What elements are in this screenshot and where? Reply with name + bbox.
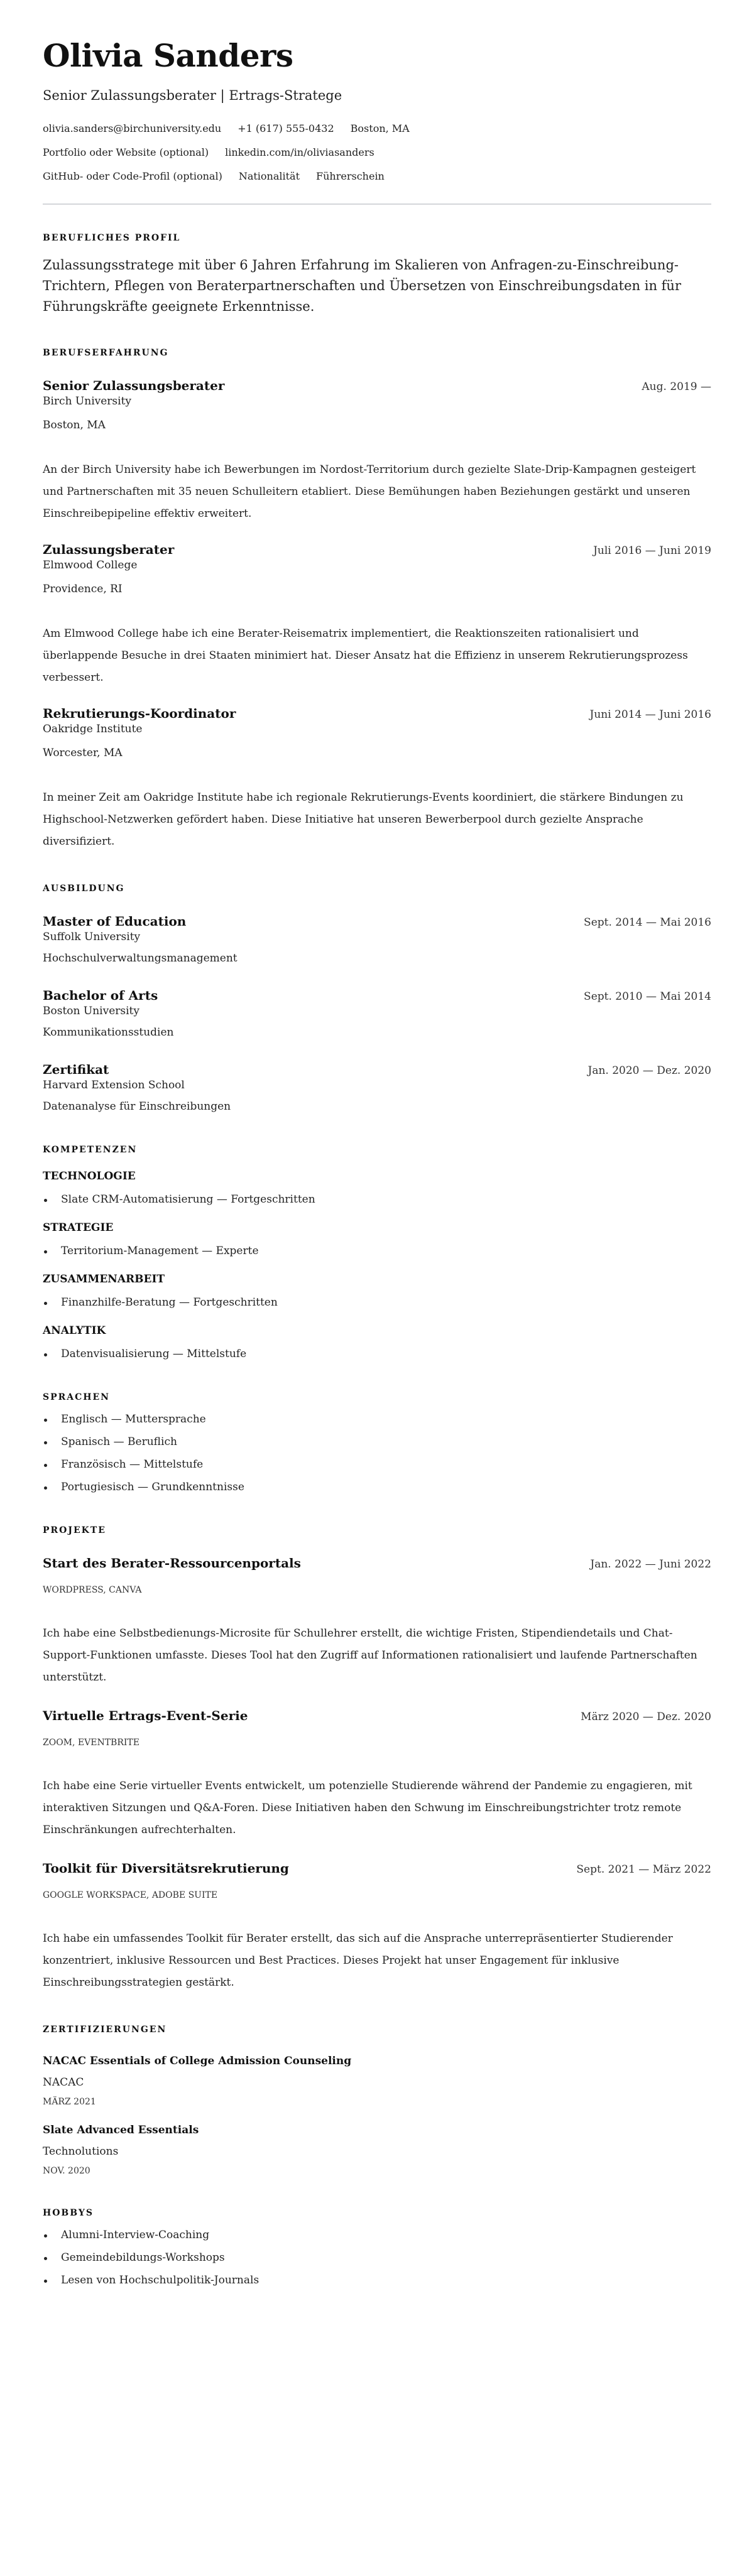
section-title-projects: PROJEKTE — [43, 1525, 106, 1535]
section-education — [43, 883, 711, 1114]
degree-title: Zertifikat — [43, 1062, 109, 1077]
section-projects — [43, 1525, 711, 1994]
project-tech: GOOGLE WORKSPACE, ADOBE SUITE — [43, 1890, 218, 1900]
degree-dates: Jan. 2020 — Dez. 2020 — [587, 1064, 711, 1077]
contact-row-primary — [43, 122, 711, 136]
school-name: Boston University — [43, 1005, 139, 1017]
project-tech: WORDPRESS, CANVA — [43, 1585, 142, 1595]
certification-entry — [43, 2123, 711, 2177]
job-title: Senior Zulassungsberater — [43, 378, 225, 393]
skill-group — [43, 1324, 711, 1361]
section-title-certifications: ZERTIFIZIERUNGEN — [43, 2025, 167, 2035]
section-languages — [43, 1392, 711, 1495]
skill-category: TECHNOLOGIE — [43, 1170, 136, 1182]
job-dates: Juni 2014 — Juni 2016 — [589, 708, 711, 721]
certification-date: MÄRZ 2021 — [43, 2097, 96, 2107]
hobby-item: Alumni-Interview-Coaching — [43, 2227, 711, 2243]
certification-title: NACAC Essentials of College Admission Counseling — [43, 2055, 352, 2067]
job-location: Providence, RI — [43, 583, 123, 595]
skill-item: Slate CRM-Automatisierung — Fortgeschritten — [43, 1192, 711, 1207]
candidate-headline: Senior Zulassungsberater | Ertrags-Stratege — [43, 88, 342, 103]
skill-list — [43, 1295, 711, 1310]
skill-group — [43, 1221, 711, 1258]
project-title: Virtuelle Ertrags-Event-Serie — [43, 1708, 248, 1723]
job-location: Worcester, MA — [43, 747, 123, 759]
experience-entry — [43, 705, 711, 853]
contact-row-links — [43, 146, 711, 160]
contact-email[interactable]: olivia.sanders@birchuniversity.edu — [43, 122, 222, 134]
job-description: In meiner Zeit am Oakridge Institute habe ich regionale Rekrutierungs-Events koordiniert, die stärkere Bindungen zu Highschool-Netzwerken gefördert haben. Diese Initiative hat unseren Bewerberpool durch gezielte Ansprache diversifiziert. — [43, 791, 684, 848]
certification-title: Slate Advanced Essentials — [43, 2124, 199, 2136]
job-employer: Oakridge Institute — [43, 723, 143, 735]
section-title-languages: SPRACHEN — [43, 1392, 110, 1402]
section-skills — [43, 1144, 711, 1361]
skill-item: Datenvisualisierung — Mittelstufe — [43, 1346, 711, 1361]
resume-header — [43, 38, 711, 205]
contact-row-extra — [43, 170, 711, 183]
job-description: An der Birch University habe ich Bewerbungen im Nordost-Territorium durch gezielte Slate-Drip-Kampagnen gesteigert und Partnerschaften mit 35 neuen Schulleitern etabliert. Diese Bemühungen haben Beziehungen gestärkt und unseren Einschreibepipeline effektiv erweitert. — [43, 463, 696, 520]
experience-entry — [43, 377, 711, 525]
hobby-item: Gemeindebildungs-Workshops — [43, 2250, 711, 2265]
section-title-skills: KOMPETENZEN — [43, 1145, 138, 1155]
profile-summary: Zulassungsstratege mit über 6 Jahren Erfahrung im Skalieren von Anfragen-zu-Einschreibung-Trichtern, Pflegen von Beraterpartnerschaften und Übersetzen von Einschreibungsdaten in für Führungskräfte geeignete Erkenntnisse. — [43, 257, 681, 314]
degree-title: Bachelor of Arts — [43, 988, 158, 1003]
project-entry — [43, 1860, 711, 1994]
education-entry — [43, 987, 711, 1040]
project-entry — [43, 1707, 711, 1841]
language-list — [43, 1412, 711, 1495]
header-divider — [43, 203, 711, 205]
contact-portfolio[interactable]: Portfolio oder Website (optional) — [43, 146, 209, 158]
section-title-hobbies: HOBBYS — [43, 2208, 94, 2218]
section-hobbies — [43, 2207, 711, 2288]
project-description: Ich habe eine Serie virtueller Events entwickelt, um potenzielle Studierende während der Pandemie zu engagieren, mit interaktiven Sitzungen und Q&A-Foren. Diese Initiativen haben den Schwung im Einschreibungstrichter trotz remote Einschränkungen aufrechterhalten. — [43, 1780, 692, 1836]
certification-issuer: NACAC — [43, 2076, 84, 2089]
field-of-study: Kommunikationsstudien — [43, 1026, 174, 1039]
contact-phone[interactable]: +1 (617) 555-0432 — [238, 122, 334, 134]
contact-drivers-license: Führerschein — [316, 170, 385, 182]
skill-category: ANALYTIK — [43, 1324, 106, 1337]
job-employer: Birch University — [43, 395, 132, 408]
field-of-study: Hochschulverwaltungsmanagement — [43, 952, 238, 965]
skill-category: ZUSAMMENARBEIT — [43, 1273, 165, 1285]
education-entry — [43, 913, 711, 966]
project-description: Ich habe eine Selbstbedienungs-Microsite für Schullehrer erstellt, die wichtige Fristen, Stipendiendetails und Chat-Support-Funktionen umfasste. Dieses Tool hat den Zugriff auf Informationen rationalisiert und laufende Partnerschaften unterstützt. — [43, 1627, 697, 1684]
degree-dates: Sept. 2010 — Mai 2014 — [584, 990, 711, 1003]
job-dates: Juli 2016 — Juni 2019 — [593, 544, 711, 557]
section-experience — [43, 347, 711, 853]
section-profile — [43, 232, 711, 317]
skill-group — [43, 1169, 711, 1207]
candidate-name: Olivia Sanders — [43, 37, 293, 74]
language-item: Englisch — Muttersprache — [43, 1412, 711, 1427]
job-dates: Aug. 2019 — — [642, 381, 711, 393]
project-entry — [43, 1555, 711, 1689]
skill-list — [43, 1243, 711, 1258]
project-title: Toolkit für Diversitätsrekrutierung — [43, 1861, 289, 1876]
project-dates: Sept. 2021 — März 2022 — [576, 1863, 711, 1876]
contact-location: Boston, MA — [350, 122, 410, 134]
project-description: Ich habe ein umfassendes Toolkit für Berater erstellt, das sich auf die Ansprache unterrepräsentierter Studierender konzentriert, inklusive Ressourcen und Best Practices. Dieses Projekt hat unser Engagement für inklusive Einschreibungsstrategien gestärkt. — [43, 1932, 673, 1989]
school-name: Suffolk University — [43, 931, 141, 943]
job-title: Rekrutierungs-Koordinator — [43, 706, 236, 721]
contact-nationality: Nationalität — [238, 170, 300, 182]
job-location: Boston, MA — [43, 419, 106, 431]
skill-item: Territorium-Management — Experte — [43, 1243, 711, 1258]
certification-issuer: Technolutions — [43, 2145, 119, 2158]
hobby-item: Lesen von Hochschulpolitik-Journals — [43, 2273, 711, 2288]
language-item: Französisch — Mittelstufe — [43, 1457, 711, 1472]
project-dates: März 2020 — Dez. 2020 — [581, 1711, 711, 1723]
section-certifications — [43, 2024, 711, 2177]
section-title-profile: BERUFLICHES PROFIL — [43, 233, 181, 243]
skill-list — [43, 1346, 711, 1361]
contact-linkedin[interactable]: linkedin.com/in/oliviasanders — [225, 146, 374, 158]
project-title: Start des Berater-Ressourcenportals — [43, 1556, 301, 1571]
certification-date: NOV. 2020 — [43, 2166, 90, 2176]
skill-list — [43, 1192, 711, 1207]
experience-entry — [43, 541, 711, 689]
project-dates: Jan. 2022 — Juni 2022 — [590, 1558, 711, 1571]
hobby-list — [43, 2227, 711, 2288]
job-employer: Elmwood College — [43, 559, 138, 571]
skill-category: STRATEGIE — [43, 1221, 114, 1234]
education-entry — [43, 1061, 711, 1114]
contact-github[interactable]: GitHub- oder Code-Profil (optional) — [43, 170, 222, 182]
section-title-experience: BERUFSERFAHRUNG — [43, 348, 169, 358]
language-item: Portugiesisch — Grundkenntnisse — [43, 1480, 711, 1495]
school-name: Harvard Extension School — [43, 1079, 185, 1091]
degree-title: Master of Education — [43, 914, 187, 929]
field-of-study: Datenanalyse für Einschreibungen — [43, 1100, 231, 1113]
certification-entry — [43, 2054, 711, 2108]
skill-group — [43, 1272, 711, 1310]
language-item: Spanisch — Beruflich — [43, 1434, 711, 1449]
section-title-education: AUSBILDUNG — [43, 884, 125, 894]
job-description: Am Elmwood College habe ich eine Berater-Reisematrix implementiert, die Reaktionszeiten rationalisiert und überlappende Besuche in drei Staaten minimiert hat. Dieser Ansatz hat die Effizienz in unserem Rekrutierungsprozess verbessert. — [43, 627, 688, 684]
skill-item: Finanzhilfe-Beratung — Fortgeschritten — [43, 1295, 711, 1310]
job-title: Zulassungsberater — [43, 542, 175, 557]
project-tech: ZOOM, EVENTBRITE — [43, 1738, 139, 1748]
degree-dates: Sept. 2014 — Mai 2016 — [584, 916, 711, 929]
